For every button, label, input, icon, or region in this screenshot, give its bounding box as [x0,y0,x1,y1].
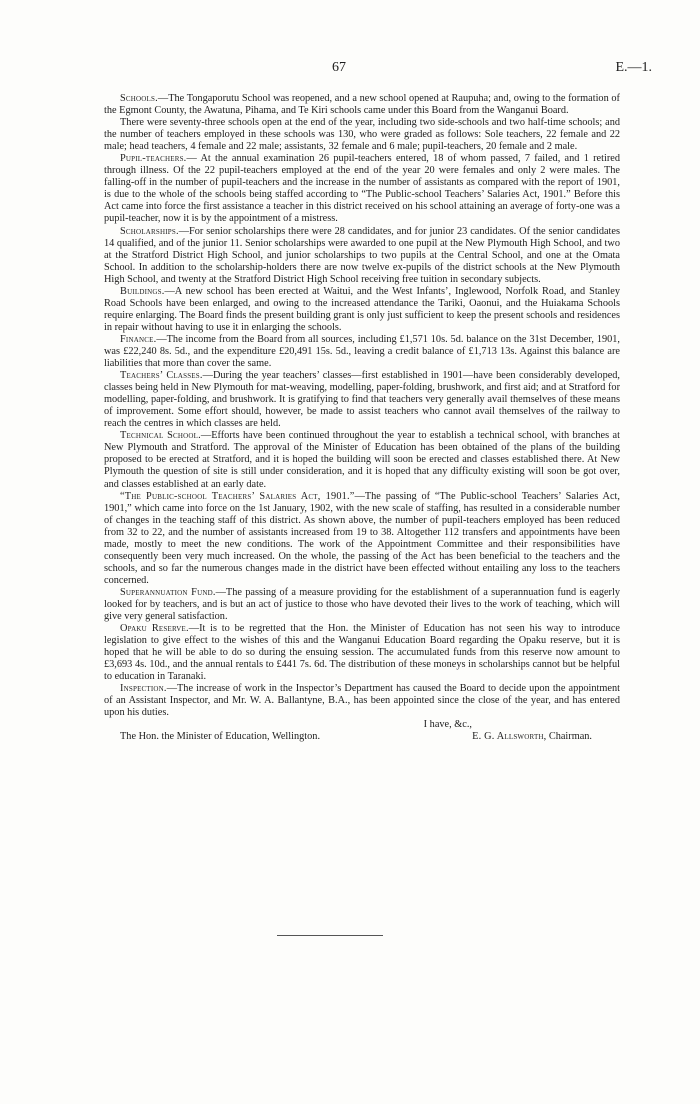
paragraph-schools-count [104,117,620,153]
paragraph-schools [104,93,620,117]
paragraph-pupil-teachers [104,153,620,225]
paragraph-inspection [104,683,620,719]
paragraph-superannuation [104,587,620,623]
paragraph-text: —A new school has been erected at Waitui, and the West Infants’, Inglewood, Norfolk Road, and Stanley Road Schools have been enlarged, and owing to the increased attendance the Tariki, Oaonui, and the Huiakama Schools require enlarging. The Board finds the present building grant is only just sufficient to keep the present schools and residences in repair without having to use it in enlarging the schools. [104,285,620,333]
paragraph-heading: Buildings. [120,285,165,297]
paragraph-text: —The Tongaporutu School was reopened, and a new school opened at Raupuha; and, owing to the formation of the Egmont County, the Awatuna, Pihama, and Te Kiri schools came under this Board from the Wanganui Board. [104,93,620,117]
paragraph-text: There were seventy-three schools open at the end of the year, including two side-schools and two half-time schools; and the number of teachers employed in these schools was 130, who were graded as follows: Sole teachers, 22 female and 22 male; head teachers, 4 female and 22 male; assistants, 32 female and 6 male; pupil-teachers, 20 female and 2 male. [104,117,620,153]
paragraph-text: —The income from the Board from all sources, including £1,571 10s. 5d. balance on the 31st December, 1901, was £22,240 8s. 5d., and the expenditure £20,491 15s. 5d., leaving a credit balance of £1,713 13s. Against this balance are liabilities that more than cover the same. [104,333,620,370]
paragraph-text: — At the annual examination 26 pupil-teachers entered, 18 of whom passed, 7 failed, and 1 retired through illness. Of the 22 pupil-teachers employed at the end of the year 20 were females and only 2 were males. The falling-off in the number of pupil-teachers and the increase in the number of assistants as compared with the report of 1901, is due to the whole of the schools being staffed according to “The Public-school Teachers’ Salaries Act, 1901.” Before this Act came into force the first assistance a teacher in this district received on his school attaining an average of forty-one was a pupil-teacher, now it is by the appointment of a mistress. [104,153,620,225]
closing-salutation: I have, &c., [423,719,472,731]
paragraph-heading: Finance. [120,333,157,345]
paragraph-heading: Opaku Reserve. [120,623,189,635]
paragraph-scholarships [104,226,620,286]
page-header [0,60,700,80]
signature-block [104,731,620,743]
paragraph-technical-school [104,430,620,490]
paragraph-heading: Teachers’ Classes. [120,370,203,382]
paragraph-text: —The increase of work in the Inspector’s Department has caused the Board to decide upon the appointment of an Assistant Inspector, and Mr. W. A. Ballantyne, B.A., has been appointed since the close of the year, and has entered upon his duties. [104,683,620,719]
paragraph-text: —The passing of a measure providing for the establishment of a superannuation fund is eagerly looked for by teachers, and is but an act of justice to those who have devoted their lives to the work of teaching, which will give very general satisfaction. [104,586,620,623]
paragraph-text: —Efforts have been continued throughout the year to establish a technical school, with branches at New Plymouth and Stratford. The approval of the Minister of Education has been obtained of the plans of the building proposed to be erected at Stratford, and it is hoped the building will soon be erected and classes established there. At New Plymouth the question of site is still under consideration, and it is hoped that any difficulty existing will soon be got over, and classes established at an early date. [104,430,620,490]
signatory [472,731,592,743]
signatory-title: , Chairman. [543,731,592,743]
paragraph-heading: Technical School. [120,430,201,442]
paragraph-heading: Scholarships. [120,225,179,237]
addressee: The Hon. the Minister of Education, Wellington. [120,731,321,743]
paragraph-text: —For senior scholarships there were 28 candidates, and for junior 23 candidates. Of the senior candidates 14 qualified, and of the junior 11. Senior scholarships were awarded to one pupil at the New Plymouth High School, and two at the Stratford District High School, and junior scholarships to two pupils at the Central School, and one at the Omata School. In addition to the scholarship-holders there are now twelve ex-pupils of the district schools at the New Plymouth High School, and twenty at the Stratford District High School receiving free tuition in secondary subjects. [104,225,620,285]
report-body [104,93,620,744]
signatory-name: E. G. Allsworth [472,731,544,743]
paragraph-teachers-classes [104,370,620,430]
closing-rule [277,935,383,936]
paragraph-heading: “The Public-school Teachers’ Salaries Act, 1901.” [120,490,355,502]
paragraph-heading: Pupil-teachers. [120,153,187,165]
paragraph-heading: Inspection. [120,683,167,695]
paragraph-finance [104,334,620,370]
paragraph-buildings [104,286,620,334]
page-number: 67 [332,60,346,75]
paragraph-opaku-reserve [104,623,620,683]
paragraph-salaries-act [104,491,620,587]
document-reference: E.—1. [615,60,652,75]
paragraph-text: —The passing of “The Public-school Teachers’ Salaries Act, 1901,” which came into force on the 1st January, 1902, with the new scale of staffing, has resulted in a considerable number of changes in the teaching staff of this district. As shown above, the number of pupil-teachers employed has been reduced from 32 to 22, and the number of assistants increased from 19 to 38. Altogether 112 transfers and appointments have been made, mostly to meet the new conditions. The work of the Appointment Committee and their responsibilities have consequently been very much increased. On the whole, the passing of the Act has been beneficial to the teachers and the schools, and so far the numerous changes made in the district have been effected without entailing any loss to the teachers concerned. [104,490,620,586]
paragraph-text: —During the year teachers’ classes—first established in 1901—have been considerably developed, classes being held in New Plymouth for mat-weaving, modelling, paper-folding, brushwork, and first aid; and at Stratford for modelling, paper-folding, and brushwork. It is gratifying to find that teachers very generally avail themselves of these means of improvement. Some effort should, however, be made to assist teachers who cannot avail themselves of the railway to reach the centres in which classes are held. [104,370,621,430]
paragraph-heading: Schools. [120,93,158,104]
paragraph-heading: Superannuation Fund. [120,586,216,598]
paragraph-text: —It is to be regretted that the Hon. the Minister of Education has not seen his way to introduce legislation to give effect to the wishes of this and the Wanganui Education Board regarding the Opaku reserve, but it is hoped that he will be able to do so during the ensuing session. The accumulated funds from this reserve now amount to £3,693 4s. 10d., and the annual rentals to £441 7s. 6d. The distribution of these moneys in scholarships cannot but be helpful to education in Taranaki. [104,623,620,683]
